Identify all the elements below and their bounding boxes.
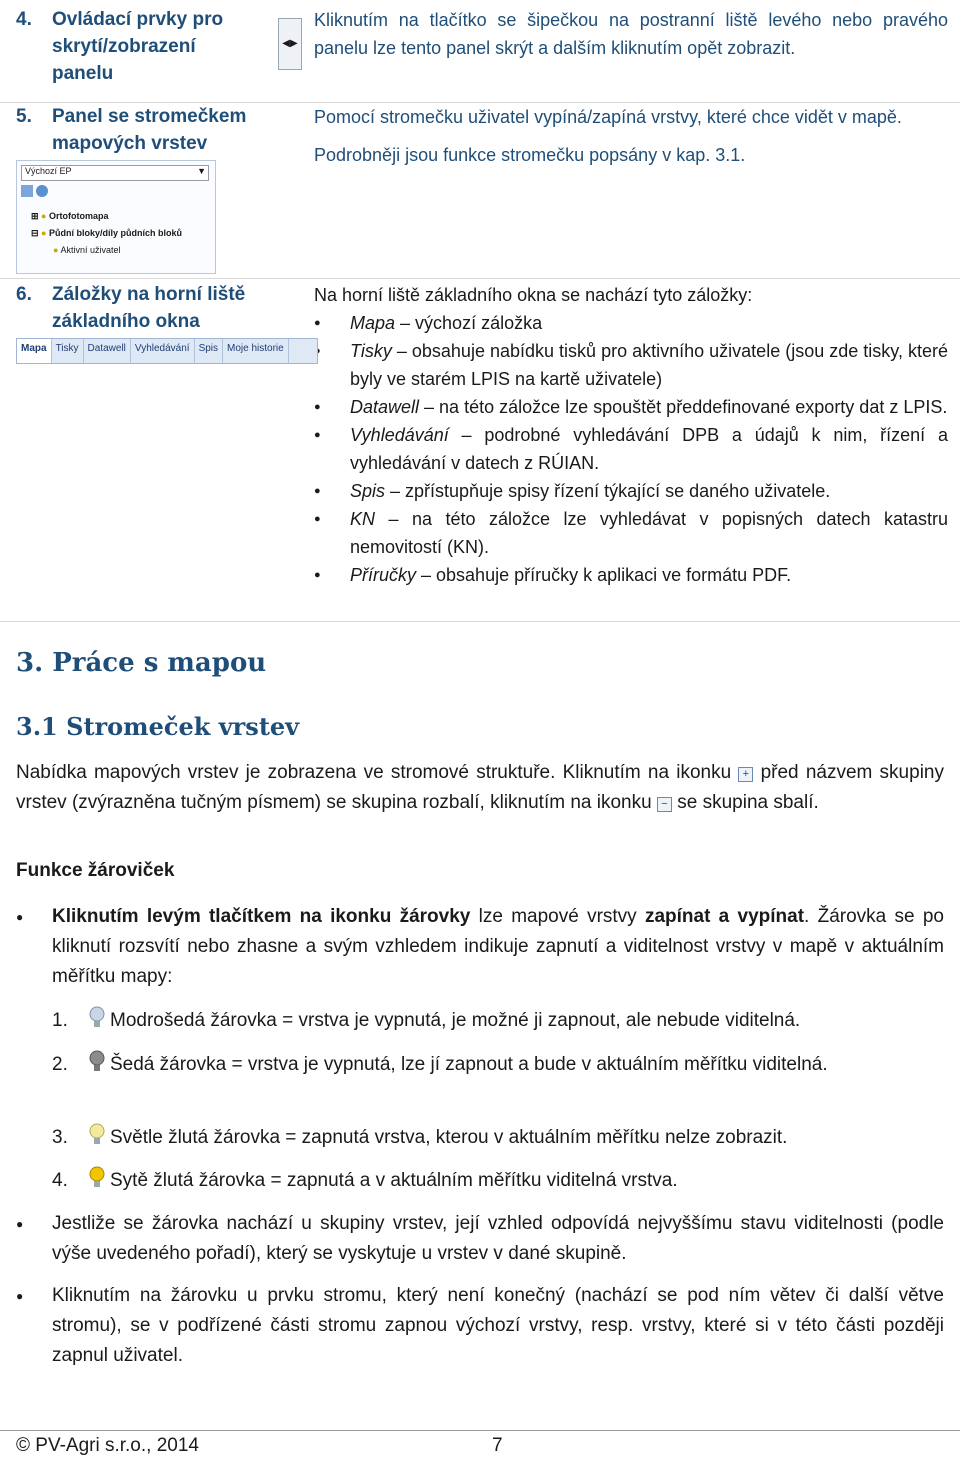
bulb-icon [88, 1006, 106, 1030]
bulb-icon [88, 1050, 106, 1074]
section-heading: 3.1 Stromeček vrstev [16, 712, 300, 741]
tabs-screenshot [16, 338, 318, 364]
item-desc: – zpřístupňuje spisy řízení týkající se daného uživatele. [385, 481, 831, 501]
item-name: Příručky [350, 565, 417, 585]
bullet-item [16, 1281, 944, 1371]
bold-text: Kliknutím levým tlačítkem na ikonku žárovky [52, 906, 471, 927]
row-label [16, 281, 266, 335]
row-tabs [0, 279, 960, 622]
tab-vyhledavani: Vyhledávání [131, 339, 195, 363]
item-desc: – podrobné vyhledávání DPB a údajů k nim, řízení a vyhledávání v datech z RÚIAN. [350, 425, 948, 473]
item-desc: – obsahuje příručky k aplikaci ve formátu PDF. [416, 565, 792, 585]
page-footer [0, 1430, 960, 1456]
desc-line: Pomocí stromečku uživatel vypíná/zapíná vrstvy, které chce vidět v mapě. [314, 107, 902, 127]
bulb-icon: ● [53, 245, 59, 255]
item-text [88, 1166, 944, 1196]
plain-text: . Žárovka se po kliknutí rozsvítí nebo zhasne a svým vzhledem indikuje zapnutí a viditelnost vrstvy v mapě v aktuálním měřítku mapy: [52, 906, 944, 987]
intro-paragraph [16, 758, 944, 818]
tree-item-label: Ortofotomapa [49, 211, 109, 221]
panel-toggle-button [278, 18, 302, 70]
para-text: před názvem skupiny vrstev (zvýrazněna tučným písmem) se skupina rozbalí, kliknutím na ikonku [16, 762, 944, 813]
plain-text: lze mapové vrstvy [470, 906, 645, 927]
item-name: Datawell [350, 397, 420, 417]
row-description [314, 103, 948, 169]
desc-intro: Na horní liště základního okna se nachází tyto záložky: [314, 285, 753, 305]
numbered-item [52, 1050, 944, 1080]
item-text [88, 1050, 944, 1080]
tab-list [314, 309, 948, 589]
expand-icon: + [738, 767, 753, 782]
row-title: Ovládací prvky pro skrytí/zobrazení panelu [52, 9, 224, 84]
item-desc: – výchozí záložka [395, 313, 543, 333]
list-item [314, 505, 948, 561]
page-number: 7 [492, 1435, 503, 1456]
arrows-icon: ◀▶ [282, 38, 298, 49]
numbered-item [52, 1166, 944, 1196]
item-label: Sytě žlutá žárovka = zapnutá a v aktuálním měřítku viditelná vrstva. [110, 1170, 678, 1191]
list-item [314, 477, 948, 505]
add-icon [21, 185, 33, 197]
item-name: Spis [350, 481, 386, 501]
row-panel-toggle [0, 0, 960, 103]
item-name: Vyhledávání [350, 425, 449, 445]
item-text [88, 1123, 944, 1153]
bulb-icon: ● [41, 211, 47, 221]
tab-mapa: Mapa [17, 339, 52, 363]
combo-value: Výchozí EP [25, 166, 72, 176]
chevron-down-icon: ▼ [197, 166, 206, 176]
numbered-item [52, 1123, 944, 1153]
base-combo [21, 165, 209, 181]
desc-line: Podrobněji jsou funkce stromečku popsány v kap. 3.1. [314, 145, 746, 165]
row-title: Panel se stromečkem mapových vrstev [52, 106, 247, 154]
bullet-dot: ● [16, 910, 24, 924]
subheading: Funkce žároviček [16, 860, 175, 881]
layer-tree-screenshot [16, 160, 216, 274]
bulb-icon [88, 1166, 106, 1190]
tree-toolbar [21, 185, 211, 201]
tree-item-label: Půdní bloky/díly půdních bloků [49, 228, 183, 238]
row-label [16, 6, 266, 87]
numbered-item [52, 1006, 944, 1036]
row-number: 6. [16, 284, 32, 305]
row-description: Kliknutím na tlačítko se šipečkou na postranní liště levého nebo pravého panelu lze tento panel skrýt a dalším kliknutím opět zobrazit. [314, 10, 948, 58]
tree-item: ⊞ ● Ortofotomapa [31, 211, 109, 221]
row-title: Záložky na horní liště základního okna [52, 284, 246, 332]
list-item [314, 421, 948, 477]
item-name: Mapa [350, 313, 396, 333]
list-item [314, 393, 948, 421]
item-name: KN [350, 509, 376, 529]
item-number: 2. [52, 1054, 68, 1075]
refresh-icon [36, 185, 48, 197]
bullet-item [16, 1209, 944, 1269]
tab-spis: Spis [195, 339, 223, 363]
row-label [16, 103, 266, 157]
bullet-body: Kliknutím na žárovku u prvku stromu, který není konečný (nachází se pod ním větev či další větve stromu), se v podřízené části stromu zapnou výchozí vrstvy, resp. vrstvy, které si v této části později zapnul uživatel. [52, 1285, 944, 1366]
bold-text: zapínat a vypínat [644, 906, 805, 927]
collapse-icon: − [657, 797, 672, 812]
tab-datawell: Datawell [84, 339, 131, 363]
list-item [314, 561, 948, 589]
tree-item [53, 245, 215, 255]
bullet-body [52, 902, 944, 992]
item-text [88, 1006, 944, 1036]
tree-item-label: Aktivní uživatel [60, 245, 121, 255]
item-desc: – obsahuje nabídku tisků pro aktivního uživatele (jsou zde tisky, které byly ve starém LPIS na kartě uživatele) [350, 341, 948, 389]
para-text: se skupina sbalí. [671, 792, 819, 813]
bullet-dot: ● [16, 1217, 24, 1231]
item-desc: – na této záložce lze spouštět předdefinované exporty dat z LPIS. [419, 397, 948, 417]
bullet-item [16, 902, 944, 992]
list-item [314, 337, 948, 393]
para-text: Nabídka mapových vrstev je zobrazena ve stromové struktuře. Kliknutím na ikonku [16, 762, 739, 783]
item-name: Tisky [350, 341, 392, 361]
list-item [314, 309, 948, 337]
item-desc: – na této záložce lze vyhledávat v popisných datech katastru nemovitostí (KN). [350, 509, 948, 557]
chapter-heading: 3. Práce s mapou [16, 648, 267, 678]
row-description [314, 281, 948, 589]
item-number: 3. [52, 1127, 68, 1148]
tab-tisky: Tisky [52, 339, 84, 363]
tree-item: ⊟ ● Půdní bloky/díly půdních bloků [31, 228, 183, 238]
bulb-icon [88, 1123, 106, 1147]
bullet-dot: ● [16, 1289, 24, 1303]
item-label: Světle žlutá žárovka = zapnutá vrstva, kterou v aktuálním měřítku nelze zobrazit. [110, 1127, 788, 1148]
bulb-icon: ● [41, 228, 47, 238]
item-number: 4. [52, 1170, 68, 1191]
row-number: 4. [16, 9, 32, 30]
item-label: Šedá žárovka = vrstva je vypnutá, lze jí zapnout a bude v aktuálním měřítku viditelná. [110, 1054, 828, 1075]
item-number: 1. [52, 1010, 68, 1031]
footer-copyright: © PV-Agri s.r.o., 2014 [16, 1435, 199, 1456]
item-label: Modrošedá žárovka = vrstva je vypnutá, je možné ji zapnout, ale nebude viditelná. [110, 1010, 801, 1031]
bullet-body: Jestliže se žárovka nachází u skupiny vrstev, její vzhled odpovídá nejvyššímu stavu viditelnosti (podle výše uvedeného pořadí), který se vyskytuje u vrstev v dané skupině. [52, 1213, 944, 1264]
tab-moje-historie: Moje historie [223, 339, 289, 363]
row-number: 5. [16, 106, 32, 127]
